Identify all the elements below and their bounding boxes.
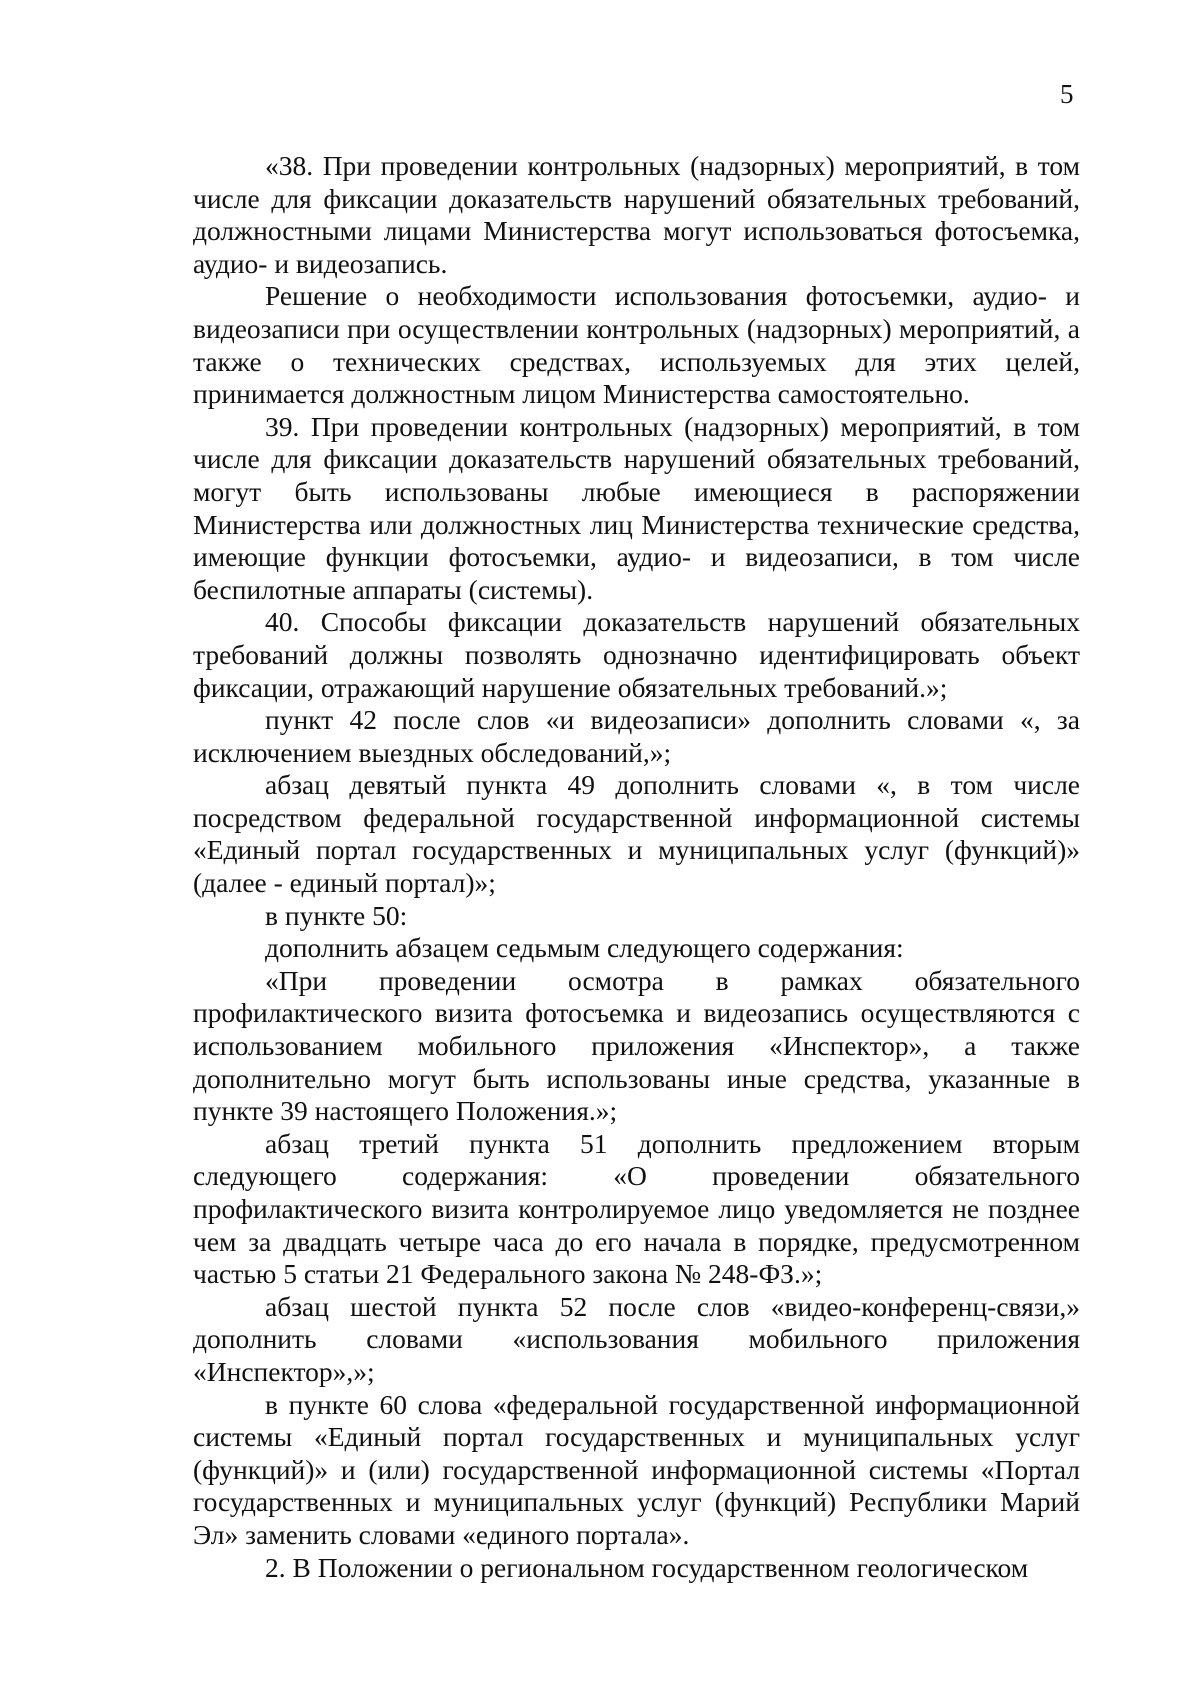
paragraph-point-50: в пункте 50: (265, 899, 408, 931)
paragraph-point-49: абзац девятый пункта 49 дополнить словами «, в том числе посредством федеральной государственной информационной системы «Единый портал государственных и муниципальных услуг (функций)» (далее - единый портал)»; (193, 769, 1080, 899)
paragraph-39: 39. При проведении контрольных (надзорных) мероприятий, в том числе для фиксации доказательств нарушений обязательных требований, могут быть использованы любые имеющиеся в распоряжении Министерства или должностных лиц Министерства технические средства, имеющие функции фотосъемки, аудио- и видеозаписи, в том числе беспилотные аппараты (системы). (193, 410, 1080, 605)
paragraph-section-2: 2. В Положении о региональном государственном геологическом (265, 1551, 1029, 1583)
paragraph-38: «38. При проведении контрольных (надзорных) мероприятий, в том числе для фиксации доказательств нарушений обязательных требований, должностными лицами Министерства могут использоваться фотосъемка, аудио- и видеозапись. (193, 150, 1080, 279)
page-number: 5 (1060, 79, 1074, 109)
paragraph-40: 40. Способы фиксации доказательств нарушений обязательных требований должны позволять однозначно идентифицировать объект фиксации, отражающий нарушение обязательных требований.»; (193, 606, 1080, 703)
paragraph-decision: Решение о необходимости использования фотосъемки, аудио- и видеозаписи при осуществлении контрольных (надзорных) мероприятий, а также о технических средствах, используемых для этих целей, принимается должностным лицом Министерства самостоятельно. (193, 280, 1080, 410)
paragraph-inspection: «При проведении осмотра в рамках обязательного профилактического визита фотосъемка и видеозапись осуществляются с использованием мобильного приложения «Инспектор», а также дополнительно могут быть использованы иные средства, указанные в пункте 39 настоящего Положения.»; (193, 964, 1080, 1127)
document-body (193, 150, 1080, 1584)
paragraph-add-seventh: дополнить абзацем седьмым следующего содержания: (265, 932, 904, 964)
paragraph-point-51: абзац третий пункта 51 дополнить предложением вторым следующего содержания: «О проведении обязательного профилактического визита контролируемое лицо уведомляется не позднее чем за двадцать четыре часа до его начала в порядке, предусмотренном частью 5 статьи 21 Федерального закона № 248-ФЗ.»; (193, 1127, 1080, 1290)
paragraph-point-42: пункт 42 после слов «и видеозаписи» дополнить словами «, за исключением выездных обследований,»; (193, 704, 1080, 768)
paragraph-point-52: абзац шестой пункта 52 после слов «видео-конференц-связи,» дополнить словами «использования мобильного приложения «Инспектор»,»; (193, 1290, 1080, 1387)
paragraph-point-60: в пункте 60 слова «федеральной государственной информационной системы «Единый портал государственных и муниципальных услуг (функций)» и (или) государственной информационной системы «Портал государственных и муниципальных услуг (функций) Республики Марий Эл» заменить словами «единого портала». (193, 1388, 1080, 1550)
